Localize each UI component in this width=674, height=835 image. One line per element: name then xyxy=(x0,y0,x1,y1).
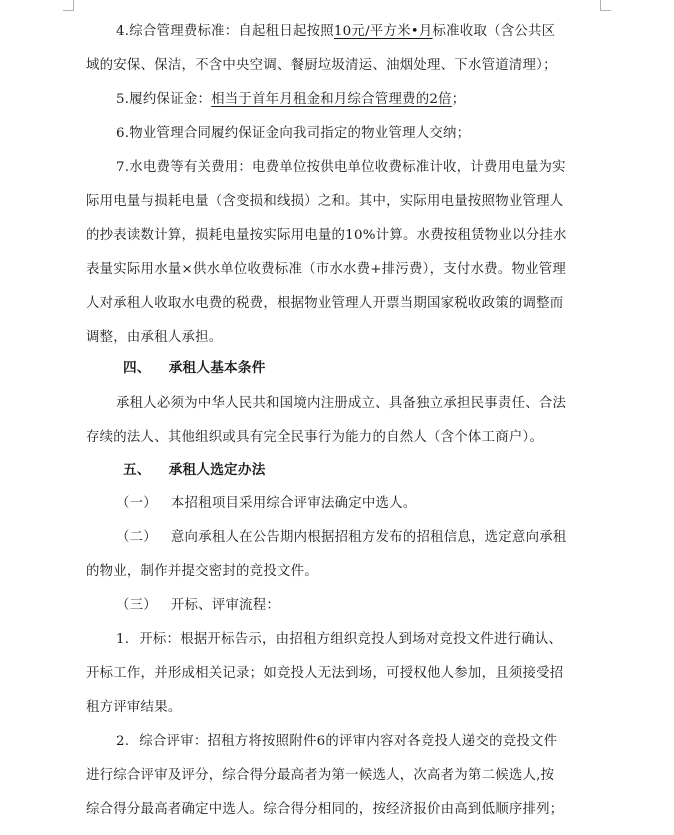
item-2-line-1: （二） 意向承租人在公告期内根据招租方发布的招租信息，选定意向承租 xyxy=(116,530,567,545)
paragraph-4-line-1: 4.综合管理费标准：自起租日起按照10元/平方米•月标准收取（含公共区 xyxy=(116,24,556,39)
paragraph-7-line-2: 际用电量与损耗电量（含变损和线损）之和。其中，实际用电量按照物业管理人 xyxy=(86,194,564,209)
step-1-line-3: 租方评审结果。 xyxy=(86,700,182,715)
paragraph-4-line-2: 域的安保、保洁，不含中央空调、餐厨垃圾清运、油烟处理、下水管道清理）； xyxy=(86,58,557,73)
paragraph-7-line-1: 7.水电费等有关费用：电费单位按供电单位收费标准计收，计费用电量为实 xyxy=(116,160,566,175)
item-2-line-2: 的物业，制作并提交密封的竞投文件。 xyxy=(86,564,318,579)
section-heading-5: 五、 承租人选定办法 xyxy=(123,462,266,478)
step-2-line-1: 2. 综合评审：招租方将按照附件6的评审内容对各竞投人递交的竞投文件 xyxy=(116,734,558,749)
paragraph-6: 6.物业管理合同履约保证金向我司指定的物业管理人交纳； xyxy=(116,126,471,141)
paragraph-7-line-6: 调整，由承租人承担。 xyxy=(86,330,223,345)
paragraph-7-line-5: 人对承租人收取水电费的税费，根据物业管理人开票当期国家税收政策的调整而 xyxy=(86,296,564,311)
crop-mark-top-right xyxy=(600,0,611,11)
step-2-line-2: 进行综合评审及评分，综合得分最高者为第一候选人，次高者为第二候选人,按 xyxy=(86,768,555,783)
step-1-line-1: 1. 开标：根据开标告示，由招租方组织竞投人到场对竞投文件进行确认、 xyxy=(116,632,563,647)
step-1-line-2: 开标工作，并形成相关记录；如竞投人无法到场，可授权他人参加，且须接受招 xyxy=(86,666,564,681)
section-4-line-2: 存续的法人、其他组织或具有完全民事行为能力的自然人（含个体工商户）。 xyxy=(86,430,544,445)
section-heading-4: 四、 承租人基本条件 xyxy=(123,360,266,376)
step-2-line-3: 综合得分最高者确定中选人。综合得分相同的，按经济报价由高到低顺序排列； xyxy=(86,802,564,817)
item-1: （一） 本招租项目采用综合评审法确定中选人。 xyxy=(116,496,417,511)
paragraph-7-line-4: 表量实际用水量×供水单位收费标准（市水水费+排污费），支付水费。物业管理 xyxy=(86,262,567,277)
paragraph-5: 5.履约保证金：相当于首年月租金和月综合管理费的2倍； xyxy=(116,92,466,107)
item-3: （三） 开标、评审流程： xyxy=(116,598,281,613)
section-4-line-1: 承租人必须为中华人民共和国境内注册成立、具备独立承担民事责任、合法 xyxy=(116,396,567,411)
crop-mark-top-left xyxy=(63,0,74,11)
paragraph-7-line-3: 的抄表读数计算，损耗电量按实际用电量的10%计算。水费按租赁物业以分挂水 xyxy=(86,228,567,243)
